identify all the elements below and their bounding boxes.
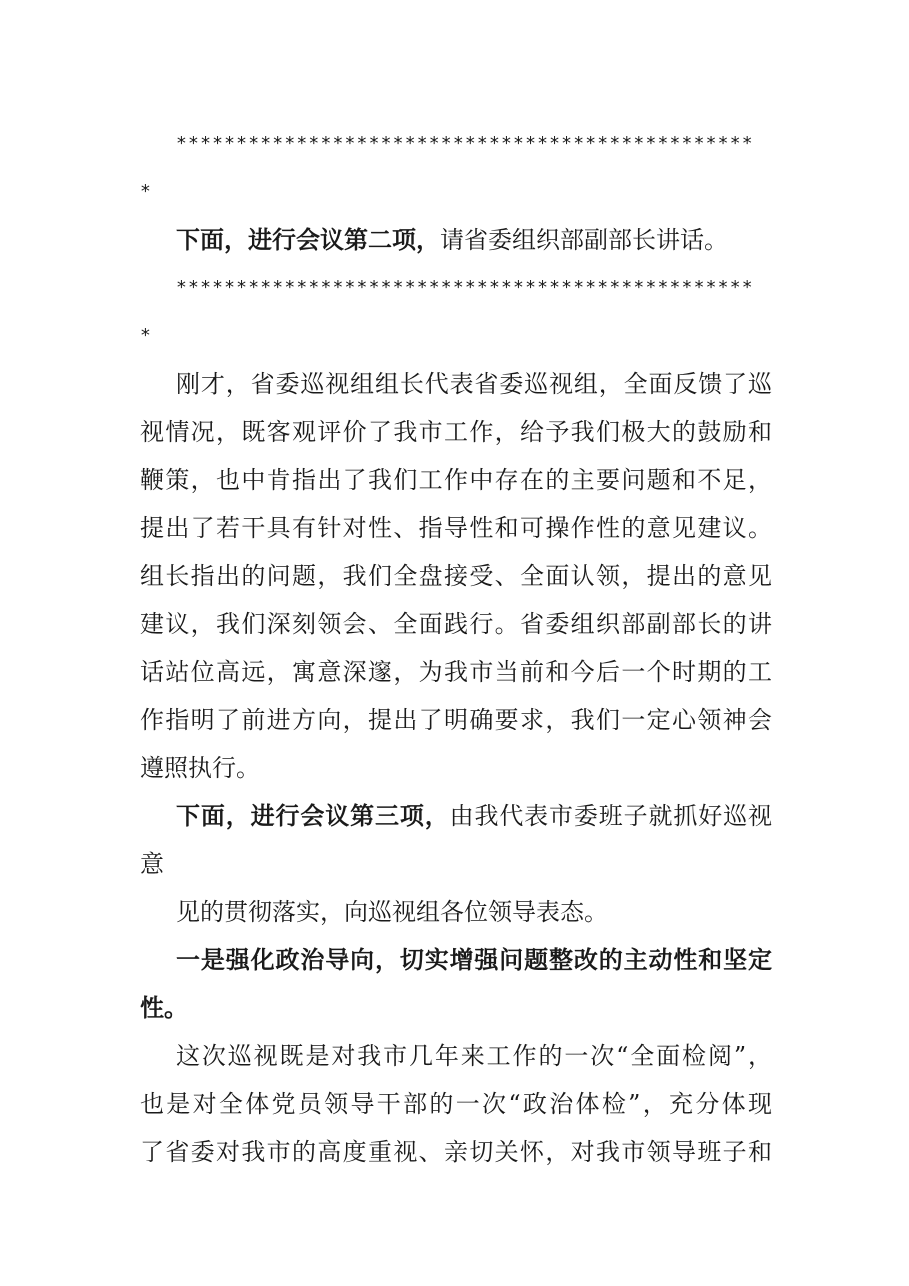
paragraph-line: 作指明了前进方向，提出了明确要求，我们一定心领神会 [140, 706, 772, 734]
agenda-item-3-line-2: 意 [140, 850, 164, 878]
paragraph-line: 鞭策，也中肯指出了我们工作中存在的主要问题和不足， [140, 466, 772, 494]
paragraph-line: 视情况，既客观评价了我市工作，给予我们极大的鼓励和 [140, 418, 772, 446]
agenda-item-3-text: 由我代表市委班子就抓好巡视 [449, 802, 773, 830]
paragraph-line: 建议，我们深刻领会、全面践行。省委组织部副部长的讲 [140, 610, 772, 638]
paragraph-line: 了省委对我市的高度重视、亲切关怀，对我市领导班子和 [140, 1138, 772, 1166]
agenda-item-2-text: 请省委组织部副部长讲话。 [440, 226, 728, 254]
paragraph-line: 组长指出的问题，我们全盘接受、全面认领，提出的意见 [140, 562, 772, 590]
separator-line-tail: * [140, 181, 153, 202]
paragraph-inspection [140, 1032, 772, 1176]
paragraph-line: 话站位高远，寓意深邃，为我市当前和今后一个时期的工 [140, 658, 772, 686]
agenda-item-2-lead: 下面，进行会议第二项， [176, 225, 440, 254]
paragraph-line: 刚才，省委巡视组组长代表省委巡视组，全面反馈了巡 [176, 370, 772, 398]
agenda-item-2 [140, 216, 772, 264]
paragraph-line: 提出了若干具有针对性、指导性和可操作性的意见建议。 [140, 514, 772, 542]
agenda-item-3-line-3: 见的贯彻落实，向巡视组各位领导表态。 [176, 898, 608, 926]
paragraph-line: 也是对全体党员领导干部的一次“政治体检”，充分体现 [140, 1090, 772, 1118]
agenda-item-3-lead: 下面，进行会议第三项， [176, 801, 450, 830]
separator-line: ************************************************ [176, 277, 754, 298]
separator-line-tail: * [140, 325, 153, 346]
paragraph-feedback [140, 360, 772, 792]
separator-line: ************************************************ [176, 133, 754, 154]
section-heading-1-line-2: 性。 [140, 993, 188, 1022]
document-page [140, 120, 772, 1176]
paragraph-line: 遵照执行。 [140, 754, 260, 782]
section-heading-1: 一是强化政治导向，切实增强问题整改的主动性和坚定 [176, 945, 772, 974]
paragraph-line: 这次巡视既是对我市几年来工作的一次“全面检阅”， [176, 1042, 772, 1070]
agenda-item-3 [140, 792, 772, 840]
